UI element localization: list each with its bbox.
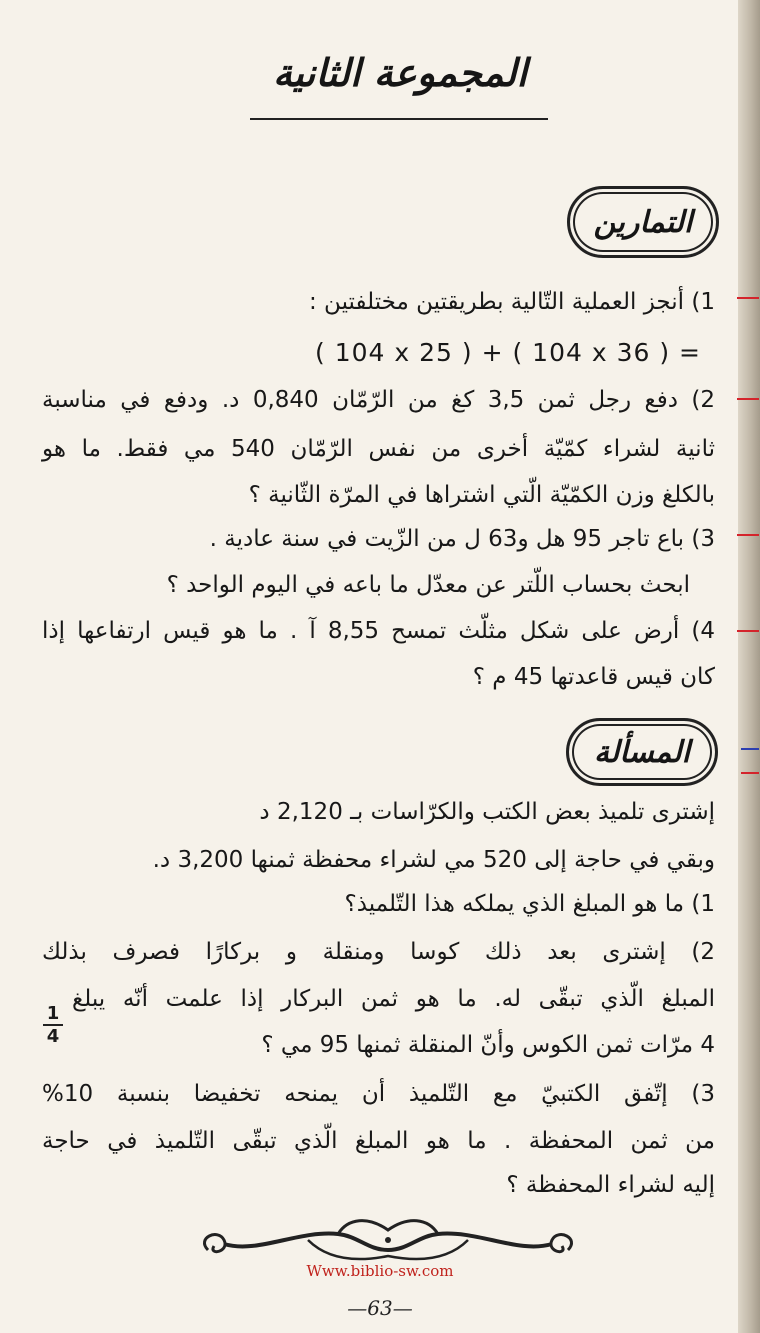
margin-mark-blue bbox=[741, 748, 759, 750]
problem-heading: المسألة bbox=[594, 734, 690, 770]
exercise-2-line-1: 2) دفع رجل ثمن 3,5 كغ من الرّمّان 0,840 د. ودفع في مناسبة bbox=[42, 387, 715, 413]
margin-mark-red bbox=[737, 297, 759, 299]
problem-intro-line-1: إشترى تلميذ بعض الكتب والكرّاسات بـ 2,120 د bbox=[259, 799, 715, 825]
problem-question-3-line-2: من ثمن المحفظة . ما هو المبلغ الّذي تبقّى التّلميذ في حاجة bbox=[42, 1128, 715, 1154]
problem-question-3-line-1: 3) إتّفق الكتبيّ مع التّلميذ أن يمنحه تخفيضا بنسبة 10% bbox=[42, 1081, 715, 1107]
fraction-denominator: 4 bbox=[46, 1026, 60, 1047]
fraction-numerator: 1 bbox=[46, 1003, 60, 1024]
margin-mark-red bbox=[737, 630, 759, 632]
margin-mark-red bbox=[737, 534, 759, 536]
exercises-heading: التمارين bbox=[593, 204, 693, 240]
problem-question-3-line-3: إليه لشراء المحفظة ؟ bbox=[506, 1172, 715, 1198]
margin-mark-red bbox=[741, 772, 759, 774]
problem-question-2-line-2: المبلغ الّذي تبقّى له. ما هو ثمن البركار إذا علمت أنّه يبلغ bbox=[72, 986, 715, 1012]
margin-mark-red bbox=[737, 398, 759, 400]
fraction-one-quarter bbox=[43, 1004, 63, 1046]
problem-badge bbox=[566, 718, 718, 786]
exercise-3-line-2: ابحث بحساب اللّتر عن معدّل ما باعه في اليوم الواحد ؟ bbox=[166, 572, 690, 598]
exercise-1-expression: ( 104 x 25 ) + ( 104 x 36 ) = bbox=[315, 338, 701, 367]
footer-url: Www.biblio-sw.com bbox=[306, 1262, 454, 1280]
page-number: —63— bbox=[347, 1296, 413, 1320]
problem-question-2-line-3: 4 مرّات ثمن الكوس وأنّ المنقلة ثمنها 95 مي ؟ bbox=[261, 1032, 715, 1058]
problem-question-1: 1) ما هو المبلغ الذي يملكه هذا التّلميذ؟ bbox=[344, 891, 715, 917]
problem-intro-line-2: وبقي في حاجة إلى 520 مي لشراء محفظة ثمنها 3,200 د. bbox=[152, 847, 715, 873]
page-title: المجموعة الثانية bbox=[272, 50, 528, 95]
page-edge bbox=[738, 0, 760, 1333]
title-underline bbox=[250, 118, 548, 120]
exercise-2-line-2: ثانية لشراء كمّيّة أخرى من نفس الرّمّان 540 مي فقط. ما هو bbox=[42, 436, 715, 462]
exercise-3-line-1: 3) باع تاجر 95 هل و63 ل من الزّيت في سنة عادية . bbox=[209, 526, 715, 552]
exercise-1-text: 1) أنجز العملية التّالية بطريقتين مختلفتين : bbox=[309, 289, 715, 315]
exercise-4-line-1: 4) أرض على شكل مثلّث تمسح 8,55 آ . ما هو قيس ارتفاعها إذا bbox=[42, 618, 715, 644]
exercise-2-line-3: بالكلغ وزن الكمّيّة الّتي اشتراها في المرّة الثّانية ؟ bbox=[248, 482, 715, 508]
problem-question-2-line-1: 2) إشترى بعد ذلك كوسا ومنقلة و بركارًا فصرف بذلك bbox=[42, 939, 715, 965]
exercises-badge bbox=[567, 186, 719, 258]
exercise-4-line-2: كان قيس قاعدتها 45 م ؟ bbox=[472, 664, 715, 690]
